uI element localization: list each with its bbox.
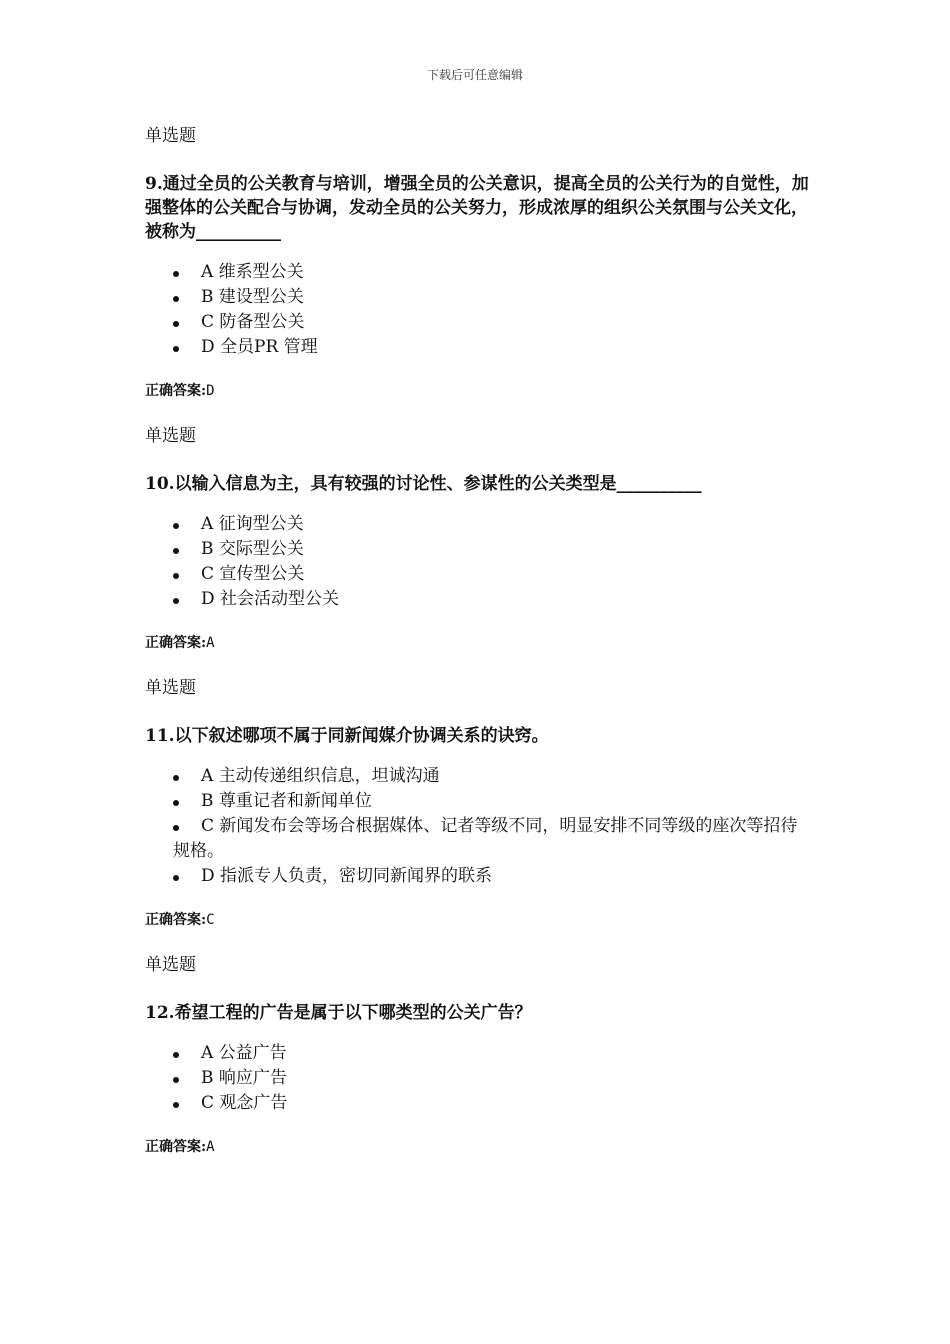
bullet-icon	[173, 346, 179, 352]
question-block-9	[145, 124, 810, 402]
option-item: B 交际型公关	[145, 537, 810, 562]
option-item: B 响应广告	[145, 1066, 810, 1091]
option-item: D 社会活动型公关	[145, 587, 810, 612]
correct-answer: 正确答案:A	[145, 1139, 215, 1155]
bullet-icon	[173, 321, 179, 327]
option-item: D 全员PR 管理	[145, 335, 810, 360]
option-list	[145, 764, 810, 889]
page-header: 下载后可任意编辑	[426, 68, 523, 82]
bullet-icon	[173, 1052, 179, 1058]
bullet-icon	[173, 598, 179, 604]
question-block-10	[145, 424, 810, 654]
answer-value: A	[206, 635, 215, 651]
option-item: C 防备型公关	[145, 310, 810, 335]
bullet-icon	[173, 296, 179, 302]
answer-value: A	[206, 1139, 215, 1155]
bullet-icon	[173, 548, 179, 554]
option-item: C 宣传型公关	[145, 562, 810, 587]
question-type: 单选题	[145, 678, 196, 698]
answer-value: D	[206, 383, 215, 399]
bullet-icon	[173, 1077, 179, 1083]
question-block-11	[145, 676, 810, 931]
correct-answer: 正确答案:D	[145, 383, 215, 399]
option-item: C 新闻发布会等场合根据媒体、记者等级不同，明显安排不同等级的座次等招待规格。	[173, 816, 798, 861]
option-list	[145, 260, 810, 360]
question-stem: 12.希望工程的广告是属于以下哪类型的公关广告？	[145, 1003, 532, 1023]
correct-answer: 正确答案:A	[145, 635, 215, 651]
bullet-icon	[173, 1102, 179, 1108]
option-list	[145, 512, 810, 612]
question-type: 单选题	[145, 955, 196, 975]
option-item: C 观念广告	[145, 1091, 810, 1116]
option-list	[145, 1041, 810, 1116]
bullet-icon	[173, 875, 179, 881]
bullet-icon	[173, 800, 179, 806]
option-item: A 主动传递组织信息，坦诚沟通	[145, 764, 810, 789]
bullet-icon	[173, 573, 179, 579]
bullet-icon	[173, 523, 179, 529]
option-item: B 建设型公关	[145, 285, 810, 310]
option-item: A 征询型公关	[145, 512, 810, 537]
bullet-icon	[173, 775, 179, 781]
option-item: A 维系型公关	[145, 260, 810, 285]
bullet-icon	[173, 271, 179, 277]
option-item: B 尊重记者和新闻单位	[145, 789, 810, 814]
answer-value: C	[206, 912, 215, 928]
question-block-12	[145, 953, 810, 1158]
question-stem: 9.通过全员的公关教育与培训，增强全员的公关意识，提高全员的公关行为的自觉性，加强整体的公关配合与协调，发动全员的公关努力，形成浓厚的组织公关氛围与公关文化，被称为__________	[145, 174, 809, 242]
document-body	[145, 124, 810, 1180]
bullet-icon	[173, 825, 179, 831]
question-type: 单选题	[145, 126, 196, 146]
question-stem: 10.以输入信息为主，具有较强的讨论性、参谋性的公关类型是__________	[145, 474, 702, 494]
question-type: 单选题	[145, 426, 196, 446]
correct-answer: 正确答案:C	[145, 912, 215, 928]
option-item: A 公益广告	[145, 1041, 810, 1066]
question-stem: 11.以下叙述哪项不属于同新闻媒介协调关系的诀窍。	[145, 726, 549, 746]
option-item: D 指派专人负责，密切同新闻界的联系	[145, 864, 810, 889]
